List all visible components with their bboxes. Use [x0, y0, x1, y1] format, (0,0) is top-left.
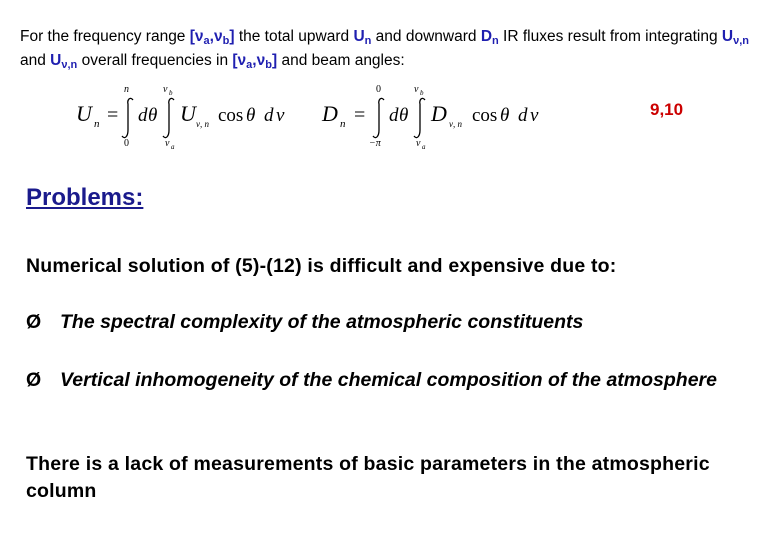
theta-symbol: θ: [500, 105, 510, 126]
upper-limit-nu: ν: [414, 84, 419, 95]
d-symbol: d: [138, 105, 148, 126]
intro-text-2: the total upward: [234, 28, 354, 45]
upper-limit-b: b: [169, 89, 173, 97]
eq-lhs: U: [76, 101, 92, 126]
bullet-text: Vertical inhomogeneity of the chemical composition of the atmosphere: [60, 369, 717, 391]
equation-downward-flux: [318, 80, 558, 150]
intro-text-3: and downward: [371, 28, 481, 45]
integrand-sub: ν, n: [449, 119, 462, 129]
eq-lhs: D: [322, 101, 338, 126]
lower-limit-a: a: [171, 143, 175, 150]
sub-b: b: [265, 59, 272, 71]
sub-n: n: [364, 35, 372, 47]
intro-text-6: overall frequencies in: [77, 52, 233, 69]
nu-symbol: ν: [237, 52, 247, 69]
lower-limit-nu: ν: [416, 138, 421, 149]
intro-text-1: For the frequency range: [20, 28, 190, 45]
equals-sign: =: [107, 104, 119, 126]
cos-function: cos: [472, 105, 498, 126]
bracket-close: ]: [271, 52, 278, 69]
integral-sign: [122, 98, 133, 137]
bracket-close: ]: [229, 28, 235, 45]
intro-text-5: and: [20, 52, 51, 69]
theta-symbol: θ: [399, 105, 409, 126]
problems-lead: Numerical solution of (5)-(12) is difficult and expensive due to:: [26, 255, 617, 277]
bracket-open: [: [232, 52, 238, 69]
lower-limit: 0: [124, 138, 129, 149]
D-symbol: D: [480, 28, 493, 45]
bullet-item: [26, 309, 766, 339]
nu-symbol: ν: [256, 52, 266, 69]
comma: ,: [252, 52, 257, 69]
nu-symbol: ν: [213, 28, 223, 45]
nu-symbol: ν: [530, 105, 539, 126]
intro-text-4: IR fluxes result from integrating: [498, 28, 722, 45]
equals-sign: =: [354, 104, 366, 126]
eq-lhs-sub: n: [340, 118, 346, 130]
nu-symbol: ν: [276, 105, 285, 126]
intro-text-7: and beam angles:: [277, 52, 405, 69]
sub-n: n: [492, 35, 499, 47]
upper-limit: 0: [376, 84, 381, 95]
sub-a: a: [203, 35, 210, 47]
sub-b: b: [222, 35, 230, 47]
d-symbol: d: [389, 105, 399, 126]
integral-sign: [163, 98, 174, 137]
d-symbol: d: [264, 105, 274, 126]
arrow-bullet-icon: Ø: [26, 311, 42, 333]
closing-statement: There is a lack of measurements of basic parameters in the atmospheric column: [26, 453, 710, 502]
upper-limit-nu: ν: [163, 84, 168, 95]
upper-limit: n: [124, 84, 129, 95]
bracket-open: [: [189, 28, 195, 45]
comma: ,: [209, 28, 214, 45]
integrand: D: [431, 101, 447, 126]
U-symbol: U: [50, 52, 62, 69]
theta-symbol: θ: [246, 105, 256, 126]
bullet-text: The spectral complexity of the atmospheric constituents: [60, 311, 584, 333]
theta-symbol: θ: [148, 105, 158, 126]
arrow-bullet-icon: Ø: [26, 369, 42, 391]
bullet-item: [26, 367, 766, 427]
sub-nu-n: ν,n: [61, 59, 78, 71]
U-symbol: U: [353, 28, 365, 45]
integral-sign: [373, 98, 384, 137]
intro-paragraph: [20, 27, 770, 75]
lower-limit: −π: [369, 138, 381, 149]
integral-sign: [414, 98, 425, 137]
upper-limit-b: b: [420, 89, 424, 97]
cos-function: cos: [218, 105, 244, 126]
eq-lhs-sub: n: [94, 118, 100, 130]
problems-heading: Problems:: [26, 184, 144, 211]
integrand-sub: ν, n: [196, 119, 209, 129]
equation-number: 9,10: [650, 100, 684, 119]
U-symbol: U: [721, 28, 734, 45]
sub-nu-n: ν,n: [733, 35, 749, 47]
sub-a: a: [246, 59, 253, 71]
lower-limit-nu: ν: [165, 138, 170, 149]
nu-symbol: ν: [194, 28, 204, 45]
equation-upward-flux: [70, 80, 310, 150]
integrand: U: [180, 101, 196, 126]
d-symbol: d: [518, 105, 528, 126]
lower-limit-a: a: [422, 143, 426, 150]
